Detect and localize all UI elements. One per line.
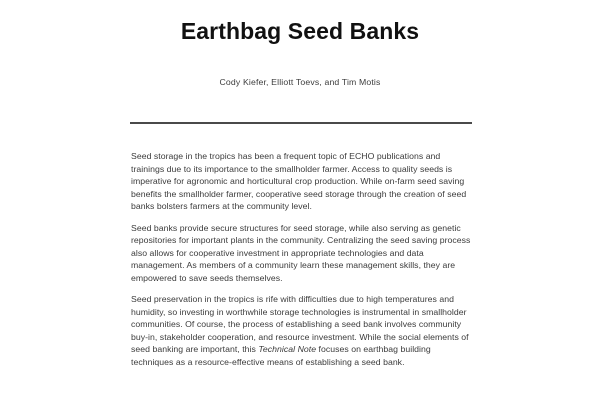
body-paragraph-preservation-challenges [131, 293, 475, 368]
author-byline: Cody Kiefer, Elliott Toevs, and Tim Motis [219, 77, 381, 87]
technical-note-emphasis: Technical Note [258, 344, 317, 354]
body-text-column [131, 150, 475, 368]
body-paragraph-intro: Seed storage in the tropics has been a frequent topic of ECHO publications and trainings due to its importance to the smallholder farmer. Access to quality seeds is imperative for agronomic and horticultural crop production. While on-farm seed saving benefits the smallholder farmer, cooperative seed storage through the creation of seed banks bolsters farmers at the community level. [131, 151, 467, 211]
paragraph-tail-text: focuses on earthbag building techniques as a resource-effective means of establishing a seed bank. [131, 344, 431, 367]
body-paragraph-seed-banks-purpose: Seed banks provide secure structures for seed storage, while also serving as genetic repositories for important plants in the community. Centralizing the seed saving process also allows for cooperative investment in appropriate technologies and data management. As members of a community learn these management skills, they are empowered to save seeds themselves. [131, 222, 471, 283]
title-divider [130, 122, 472, 124]
paragraph-lead-text: Seed preservation in the tropics is rife with difficulties due to high temperatures and humidity, so investing in worthwhile storage technologies is instrumental in smallholder communities. Of course, the process of establishing a seed bank involves community buy-in, stakeholder cooperation, and resource investment. While the social elements of seed banking are important, this [131, 294, 469, 354]
page-title: Earthbag Seed Banks [180, 18, 420, 44]
